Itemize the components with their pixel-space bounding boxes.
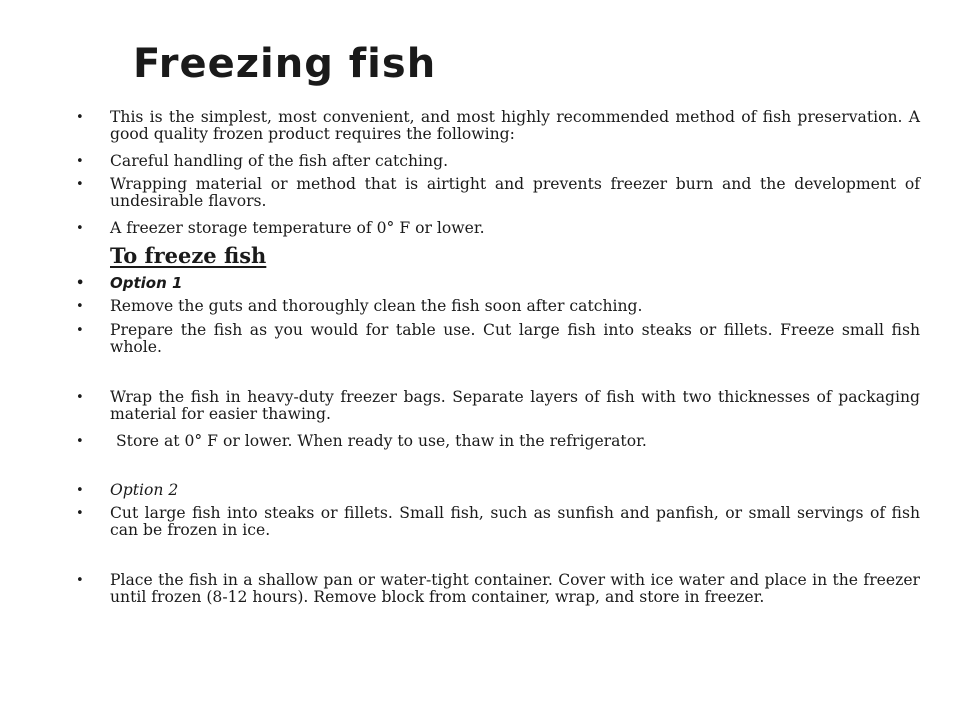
bullet-intro-1: • This is the simplest, most convenient, and most highly recommended method of fish preservation. A good quality frozen product requires the following: — [110, 109, 920, 143]
option-1-label: • Option 1 — [110, 275, 920, 292]
option-2-step-1: • Cut large fish into steaks or fillets. Small fish, such as sunfish and panfish, or small servings of fish can be frozen in ice. — [110, 505, 920, 539]
option-1-step-3: • Wrap the fish in heavy-duty freezer bags. Separate layers of fish with two thicknesses of packaging material for easier thawing. — [110, 389, 920, 423]
option-2-step-2: • Place the fish in a shallow pan or water-tight container. Cover with ice water and place in the freezer until frozen (8-12 hours). Remove block from container, wrap, and store in freezer. — [110, 572, 920, 606]
option-1-step-4: • Store at 0° F or lower. When ready to use, thaw in the refrigerator. — [110, 433, 926, 450]
option-1-step-2: • Prepare the fish as you would for table use. Cut large fish into steaks or fillets. Freeze small fish whole. — [110, 322, 920, 356]
bullet-intro-2: • Careful handling of the fish after catching. — [110, 153, 920, 170]
bullet-intro-4: • A freezer storage temperature of 0° F or lower. — [110, 220, 920, 237]
option-2-label: • Option 2 — [110, 482, 920, 499]
section-heading: To freeze fish — [110, 243, 267, 268]
bullet-intro-3: • Wrapping material or method that is airtight and prevents freezer burn and the development of undesirable flavors. — [110, 176, 920, 210]
slide-title: Freezing fish — [133, 41, 437, 87]
option-1-step-1: • Remove the guts and thoroughly clean the fish soon after catching. — [110, 298, 920, 315]
